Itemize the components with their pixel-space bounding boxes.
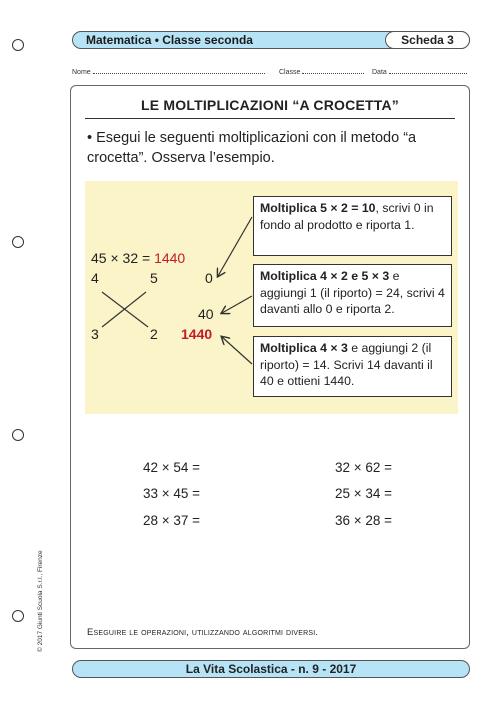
- footer-note: Eseguire le operazioni, utilizzando algoritmi diversi.: [87, 627, 319, 638]
- digit-bottom-right: 2: [150, 326, 158, 342]
- explanation-2-bold: Moltiplica 4 × 2 e 5 × 3: [260, 269, 390, 283]
- explanation-box-2: [253, 264, 452, 327]
- digit-top-right: 5: [150, 270, 158, 286]
- footer-text: La Vita Scolastica - n. 9 - 2017: [185, 662, 357, 676]
- header-subject: Matematica • Classe seconda: [86, 33, 253, 47]
- explanation-2-text: e aggiungi 1 (il riporto) = 24, scrivi 4 davanti allo 0 e riporta 2.: [260, 269, 445, 316]
- equation-text: 45 × 32 =: [91, 250, 155, 266]
- digit-top-left: 4: [91, 270, 99, 286]
- sheet-label: Scheda 3: [401, 33, 454, 47]
- explanation-3-text: e aggiungi 2 (il riporto) = 14. Scrivi 14 davanti il 40 e ottieni 1440.: [260, 341, 433, 388]
- page-title: LE MOLTIPLICAZIONI “A CROCETTA”: [141, 97, 399, 113]
- class-label: Classe: [279, 69, 301, 76]
- explanation-3-bold: Moltiplica 4 × 3: [260, 341, 348, 355]
- explanation-box-1: [253, 196, 452, 256]
- exercise-4[interactable]: 32 × 62 =: [335, 460, 393, 475]
- explanation-1-text: , scrivi 0 in fondo al prodotto e riporta 1.: [260, 201, 434, 232]
- arrow-step2: [222, 296, 252, 313]
- instruction-line-2: crocetta”. Osserva l’esempio.: [87, 150, 275, 166]
- exercise-2[interactable]: 33 × 45 =: [143, 486, 201, 501]
- exercise-1[interactable]: 42 × 54 =: [143, 460, 201, 475]
- partial-result-step2: 40: [198, 306, 214, 322]
- digit-bottom-left: 3: [91, 326, 99, 342]
- equation-result: 1440: [154, 250, 186, 266]
- arrow-step1: [218, 217, 252, 276]
- explanation-1-bold: Moltiplica 5 × 2 = 10: [260, 201, 376, 215]
- explanation-box-3: [253, 336, 452, 397]
- date-label: Data: [372, 69, 387, 76]
- copyright: © 2017 Giunti Scuola S.r.l., Firenze: [37, 550, 44, 652]
- partial-result-step1: 0: [205, 270, 213, 286]
- final-result: 1440: [181, 326, 213, 342]
- arrow-step3: [222, 337, 252, 364]
- footer-bar: [72, 660, 470, 678]
- name-label: Nome: [72, 69, 91, 76]
- exercise-5[interactable]: 25 × 34 =: [335, 486, 393, 501]
- exercise-3[interactable]: 28 × 37 =: [143, 513, 201, 528]
- instruction-line-1: • Esegui le seguenti moltiplicazioni con il metodo “a: [87, 130, 417, 146]
- exercise-6[interactable]: 36 × 28 =: [335, 513, 393, 528]
